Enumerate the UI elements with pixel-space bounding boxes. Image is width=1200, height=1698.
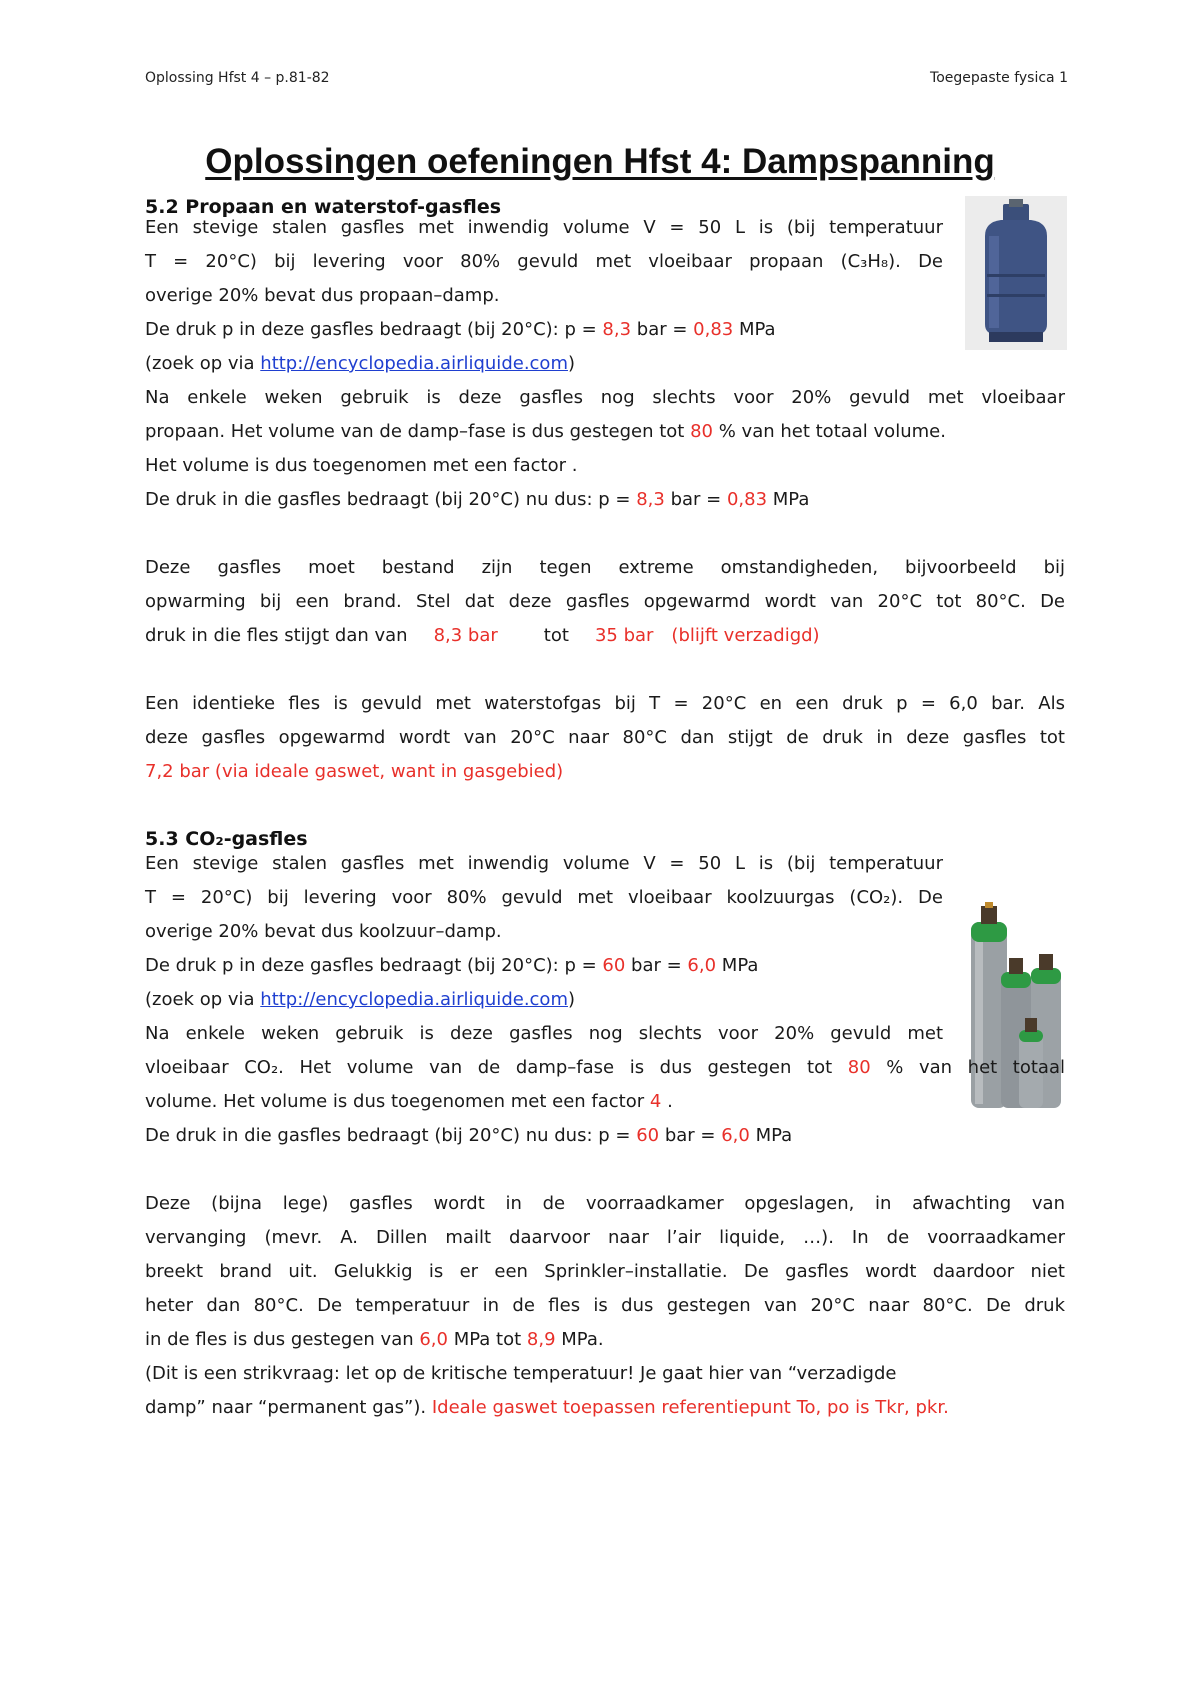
text-line: Een stevige stalen gasfles met inwendig volume V = 50 L is (bij temperatuur (145, 853, 943, 874)
text-span: ) (567, 989, 576, 1010)
text-line (145, 318, 776, 342)
airliquide-link[interactable]: http://encyclopedia.airliquide.com (260, 989, 568, 1010)
answer-value: 6,0 (721, 1125, 750, 1146)
answer-value: 0,83 (693, 319, 734, 340)
text-line: deze gasfles opgewarmd wordt van 20°C naar 80°C dan stijgt de druk in deze gasfles tot (145, 727, 1065, 748)
text-line: heter dan 80°C. De temperatuur in de fles is dus gestegen van 20°C naar 80°C. De druk (145, 1295, 1065, 1316)
text-span: druk in die fles stijgt dan van (145, 625, 408, 646)
answer-value: 4 (649, 1091, 662, 1112)
answer-value: 0,83 (726, 489, 768, 510)
text-span: MPa. (555, 1329, 604, 1350)
text-span: MPa (716, 955, 759, 976)
answer-value: 6,0 (419, 1329, 448, 1350)
answer-value: 60 (636, 1125, 660, 1146)
text-span: in de fles is dus gestegen van (145, 1329, 420, 1350)
text-line: Deze (bijna lege) gasfles wordt in de voorraadkamer opgeslagen, in afwachting van (145, 1193, 1065, 1214)
text-span: volume. Het volume is dus toegenomen met een factor (145, 1091, 650, 1112)
text-line (145, 488, 809, 512)
text-line: vervanging (mevr. A. Dillen mailt daarvoor naar l’air liquide, …). In de voorraadkamer (145, 1227, 1065, 1248)
text-line: T = 20°C) bij levering voor 80% gevuld met vloeibaar koolzuurgas (CO₂). De (145, 887, 943, 908)
text-span: De druk in die gasfles bedraagt (bij 20°C) nu dus: p = (145, 489, 637, 510)
text-span: MPa (767, 489, 810, 510)
answer-value: 8,3 (636, 489, 665, 510)
answer-value: 80 (847, 1057, 871, 1078)
text-line: Na enkele weken gebruik is deze gasfles nog slechts voor 20% gevuld met vloeibaar (145, 387, 1065, 408)
text-span: bar = (664, 489, 727, 510)
page-title: Oplossingen oefeningen Hfst 4: Dampspanning (205, 142, 995, 181)
header-right: Toegepaste fysica 1 (930, 70, 1068, 86)
text-span: bar = (631, 319, 694, 340)
text-span: propaan. Het volume van de damp–fase is dus gestegen tot (145, 421, 691, 442)
text-span: bar = (659, 1125, 722, 1146)
text-span: De druk in die gasfles bedraagt (bij 20°C) nu dus: p = (145, 1125, 637, 1146)
co2-cylinders-image (965, 902, 1067, 1112)
text-span: MPa (749, 1125, 793, 1146)
text-span: bar = (625, 955, 688, 976)
text-line (145, 1056, 1065, 1080)
answer-value: 8,3 bar (433, 625, 498, 646)
answer-value: 8,3 (602, 319, 632, 340)
text-span: (zoek op via (145, 353, 261, 374)
propane-cylinder-image (965, 196, 1067, 350)
airliquide-link[interactable]: http://encyclopedia.airliquide.com (260, 353, 568, 374)
text-line (145, 1396, 949, 1420)
answer-value: 80 (690, 421, 713, 442)
text-span: % van het totaal (870, 1057, 1065, 1078)
answer-value: (blijft verzadigd) (671, 625, 820, 646)
text-span: (zoek op via (145, 989, 261, 1010)
answer-value: 35 bar (594, 625, 654, 646)
text-line (145, 352, 575, 376)
text-line: overige 20% bevat dus propaan–damp. (145, 285, 500, 306)
answer-value: 60 (602, 955, 626, 976)
text-line (145, 420, 946, 444)
text-span: MPa tot (448, 1329, 527, 1350)
text-line: opwarming bij een brand. Stel dat deze gasfles opgewarmd wordt van 20°C tot 80°C. De (145, 591, 1065, 612)
text-span: vloeibaar CO₂. Het volume van de damp–fase is dus gestegen tot (145, 1057, 848, 1078)
answer-value: Ideale gaswet toepassen referentiepunt To, po is Tkr, pkr. (431, 1397, 949, 1418)
section-heading-5-3: 5.3 CO₂-gasfles (145, 828, 308, 850)
text-line: Deze gasfles moet bestand zijn tegen extreme omstandigheden, bijvoorbeeld bij (145, 557, 1065, 578)
text-line (145, 988, 575, 1012)
text-line (145, 1328, 604, 1352)
text-span: ) (567, 353, 576, 374)
text-line: Het volume is dus toegenomen met een factor . (145, 455, 578, 476)
text-line: Een identieke fles is gevuld met waterstofgas bij T = 20°C en een druk p = 6,0 bar. Als (145, 693, 1065, 714)
text-span: MPa (733, 319, 776, 340)
text-span: % van het totaal volume. (713, 421, 946, 442)
text-span: tot (543, 625, 569, 646)
text-line: Een stevige stalen gasfles met inwendig volume V = 50 L is (bij temperatuur (145, 217, 943, 238)
text-span: damp” naar “permanent gas”). (145, 1397, 432, 1418)
answer-value: 8,9 (526, 1329, 556, 1350)
text-line: Na enkele weken gebruik is deze gasfles nog slechts voor 20% gevuld met (145, 1023, 943, 1044)
answer-line: 7,2 bar (via ideale gaswet, want in gasgebied) (145, 761, 564, 782)
header-left: Oplossing Hfst 4 – p.81-82 (145, 70, 330, 86)
text-line (145, 624, 820, 648)
answer-value: 6,0 (687, 955, 717, 976)
section-heading-5-2: 5.2 Propaan en waterstof-gasfles (145, 196, 502, 218)
text-span: De druk p in deze gasfles bedraagt (bij 20°C): p = (145, 955, 603, 976)
text-span: De druk p in deze gasfles bedraagt (bij 20°C): p = (145, 319, 603, 340)
text-line (145, 1124, 792, 1148)
text-line: breekt brand uit. Gelukkig is er een Sprinkler–installatie. De gasfles wordt daardoor niet (145, 1261, 1065, 1282)
text-line: overige 20% bevat dus koolzuur–damp. (145, 921, 502, 942)
text-line (145, 954, 758, 978)
text-line: T = 20°C) bij levering voor 80% gevuld met vloeibaar propaan (C₃H₈). De (145, 251, 943, 272)
text-line (145, 1090, 673, 1114)
text-line: (Dit is een strikvraag: let op de kritische temperatuur! Je gaat hier van “verzadigde (145, 1363, 897, 1384)
text-span: . (661, 1091, 673, 1112)
